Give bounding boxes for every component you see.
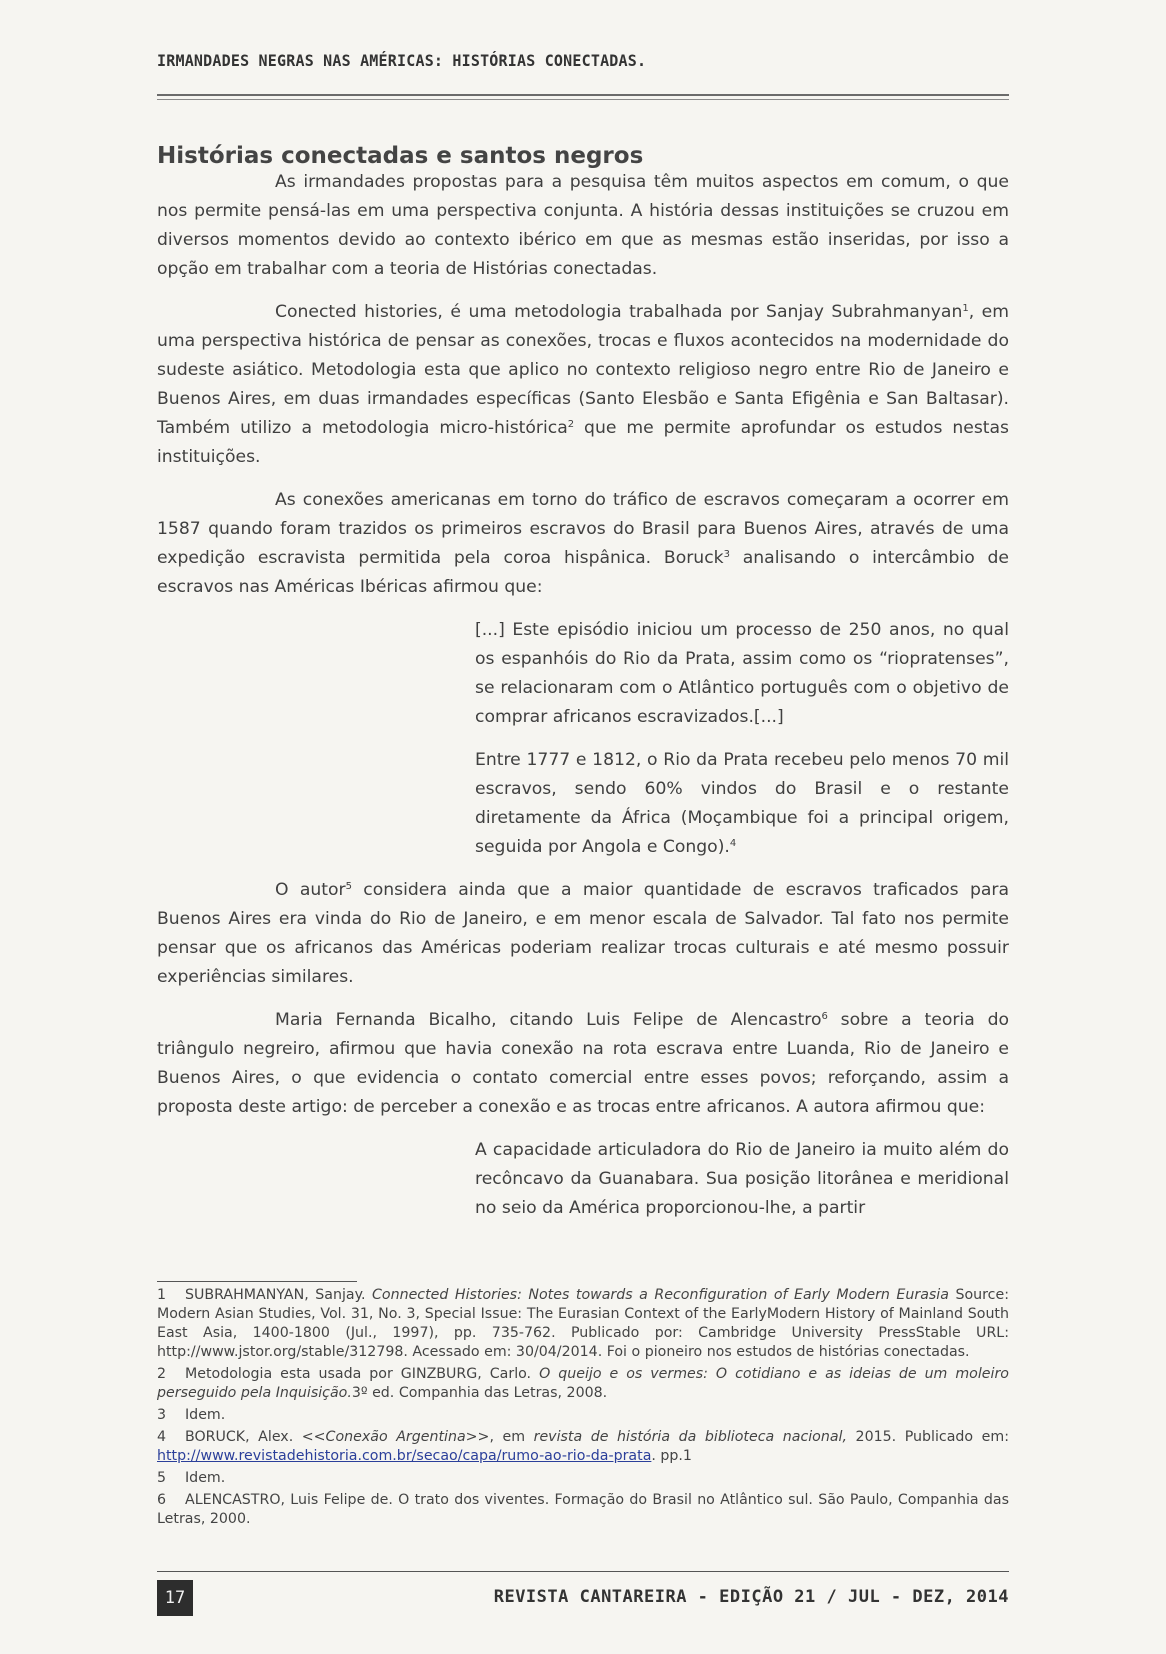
paragraph-3-part-a: As conexões americanas em torno do tráfico de escravos começaram a ocorrer em 1587 quando foram trazidos os primeiros escravos do Brasil para Buenos Aires, através de uma expedição escravista permitida pela coroa hispânica. Boruck	[157, 490, 1009, 568]
paragraph-5	[157, 1006, 1009, 1122]
paragraph-2-part-b: , em uma perspectiva histórica de pensar as conexões, trocas e fluxos acontecidos na modernidade do sudeste asiático. Metodologia esta que aplico no contexto religioso negro entre Rio de Janeiro e Buenos Aires, em duas irmandades específicas (Santo Elesbão e Santa Efigênia e San Baltasar). Também utilizo a metodologia micro-histórica	[157, 302, 1010, 438]
paragraph-4-part-a: O autor	[275, 880, 346, 900]
footnote-5	[157, 1469, 1009, 1488]
footnote-2-text-b: 3º ed. Companhia das Letras, 2008.	[351, 1385, 608, 1401]
footnote-2-text-a: Metodologia esta usada por GINZBURG, Carlo.	[185, 1366, 540, 1382]
paragraph-4-part-b: considera ainda que a maior quantidade de escravos traficados para Buenos Aires era vinda do Rio de Janeiro, e em menor escala de Salvador. Tal fato nos permite pensar que os africanos das Américas poderiam realizar trocas culturais e até mesmo possuir experiências similares.	[157, 880, 1009, 987]
footnote-ref-4[interactable]: 4	[729, 838, 737, 849]
footnote-number: 4	[157, 1429, 167, 1445]
footer-rule	[157, 1571, 1009, 1572]
paragraph-1: As irmandades propostas para a pesquisa têm muitos aspectos em comum, o que nos permite pensá-las em uma perspectiva conjunta. A história dessas instituições se cruzou em diversos momentos devido ao contexto ibérico em que as mesmas estão inseridas, por isso a opção em trabalhar com a teoria de Histórias conectadas.	[157, 172, 1009, 279]
block-quote-1-para-1: [...] Este episódio iniciou um processo de 250 anos, no qual os espanhóis do Rio da Prata, assim como os “riopratenses”, se relacionaram com o Atlântico português com o objetivo de comprar africanos escravizados.[...]	[475, 620, 1009, 727]
page-number: 17	[157, 1580, 193, 1616]
footnote-4	[157, 1428, 1009, 1466]
paragraph-2-part-c: que me permite aprofundar os estudos nestas instituições.	[157, 418, 1010, 467]
paragraph-4	[157, 876, 1009, 992]
paragraph-5-part-a: Maria Fernanda Bicalho, citando Luis Felipe de Alencastro	[275, 1010, 822, 1030]
footnote-separator	[157, 1281, 357, 1282]
footnote-1-title: Connected Histories: Notes towards a Reconfiguration of Early Modern Eurasia	[372, 1287, 949, 1303]
footnote-1-text-b: Source: Modern Asian Studies, Vol. 31, No. 3, Special Issue: The Eurasian Context of the EarlyModern History of Mainland South East Asia, 1400-1800 (Jul., 1997), pp. 735-762. Publicado por: Cambridge University PressStable URL: http://www.jstor.org/stable/312798. Acessado em: 30/04/2014. Foi o pioneiro nos estudos de histórias conectadas.	[157, 1287, 1009, 1360]
block-quote-2	[475, 1136, 1009, 1223]
block-quote-1	[475, 616, 1009, 862]
journal-footer: REVISTA CANTAREIRA - EDIÇÃO 21 / JUL - DEZ, 2014	[493, 1587, 1009, 1607]
footnote-3-text: Idem.	[185, 1407, 226, 1423]
footnote-ref-6[interactable]: 6	[821, 1011, 828, 1022]
footnote-4-text-c: 2015. Publicado em:	[847, 1429, 1009, 1445]
footnotes	[157, 1286, 1009, 1532]
footnote-4-text-a: BORUCK, Alex.	[185, 1429, 302, 1445]
footnote-1	[157, 1286, 1009, 1362]
header-rule	[157, 94, 1009, 96]
footnote-ref-5[interactable]: 5	[345, 881, 352, 892]
paragraph-5-part-b: sobre a teoria do triângulo negreiro, afirmou que havia conexão na rota escrava entre Luanda, Rio de Janeiro e Buenos Aires, o que evidencia o contato comercial entre esses povos; reforçando, assim a proposta deste artigo: de perceber a conexão e as trocas entre africanos. A autora afirmou que:	[157, 1010, 1009, 1117]
footnote-4-title: <<Conexão Argentina>>	[301, 1429, 490, 1445]
running-header: IRMANDADES NEGRAS NAS AMÉRICAS: HISTÓRIAS CONECTADAS.	[157, 51, 647, 71]
footnote-4-link[interactable]: http://www.revistadehistoria.com.br/secao/capa/rumo-ao-rio-da-prata	[157, 1448, 652, 1464]
footnote-6	[157, 1491, 1009, 1529]
block-quote-2-para-1: A capacidade articuladora do Rio de Janeiro ia muito além do recôncavo da Guanabara. Sua posição litorânea e meridional no seio da América proporcionou-lhe, a partir	[475, 1140, 1009, 1218]
paragraph-3-part-b: analisando o intercâmbio de escravos nas Américas Ibéricas afirmou que:	[157, 548, 1009, 597]
header-rule-thin	[157, 99, 1009, 100]
paragraph-3	[157, 486, 1009, 602]
block-quote-1-para-2-text: Entre 1777 e 1812, o Rio da Prata recebeu pelo menos 70 mil escravos, sendo 60% vindos do Brasil e o restante diretamente da África (Moçambique foi a principal origem, seguida por Angola e Congo).	[475, 750, 1009, 857]
paragraph-2-part-a: Conected histories, é uma metodologia trabalhada por Sanjay Subrahmanyan	[275, 302, 963, 322]
footnote-6-text: ALENCASTRO, Luis Felipe de. O trato dos viventes. Formação do Brasil no Atlântico sul. São Paulo, Companhia das Letras, 2000.	[157, 1492, 1009, 1527]
footnote-1-text-a: SUBRAHMANYAN, Sanjay.	[185, 1287, 372, 1303]
paragraph-2	[157, 298, 1009, 472]
footnote-2	[157, 1365, 1009, 1403]
footnote-3	[157, 1406, 1009, 1425]
section-title: Histórias conectadas e santos negros	[157, 143, 644, 170]
body-text	[157, 168, 1009, 1237]
footnote-number: 5	[157, 1470, 167, 1486]
footnote-4-text-b: , em	[489, 1429, 534, 1445]
footnote-4-text-d: . pp.1	[651, 1448, 692, 1464]
footnote-number: 1	[157, 1287, 167, 1303]
footnote-number: 3	[157, 1407, 167, 1423]
footnote-2-title: O queijo e os vermes: O cotidiano e as ideias de um moleiro perseguido pela Inquisição.	[157, 1366, 1009, 1401]
footnote-number: 2	[157, 1366, 167, 1382]
footnote-number: 6	[157, 1492, 167, 1508]
footnote-4-source: revista de história da biblioteca nacional,	[533, 1429, 847, 1445]
footnote-ref-2[interactable]: 2	[567, 419, 575, 430]
block-quote-1-para-2	[475, 746, 1009, 862]
footnote-ref-1[interactable]: 1	[962, 303, 969, 314]
footnote-ref-3[interactable]: 3	[723, 549, 730, 560]
footnote-5-text: Idem.	[185, 1470, 226, 1486]
